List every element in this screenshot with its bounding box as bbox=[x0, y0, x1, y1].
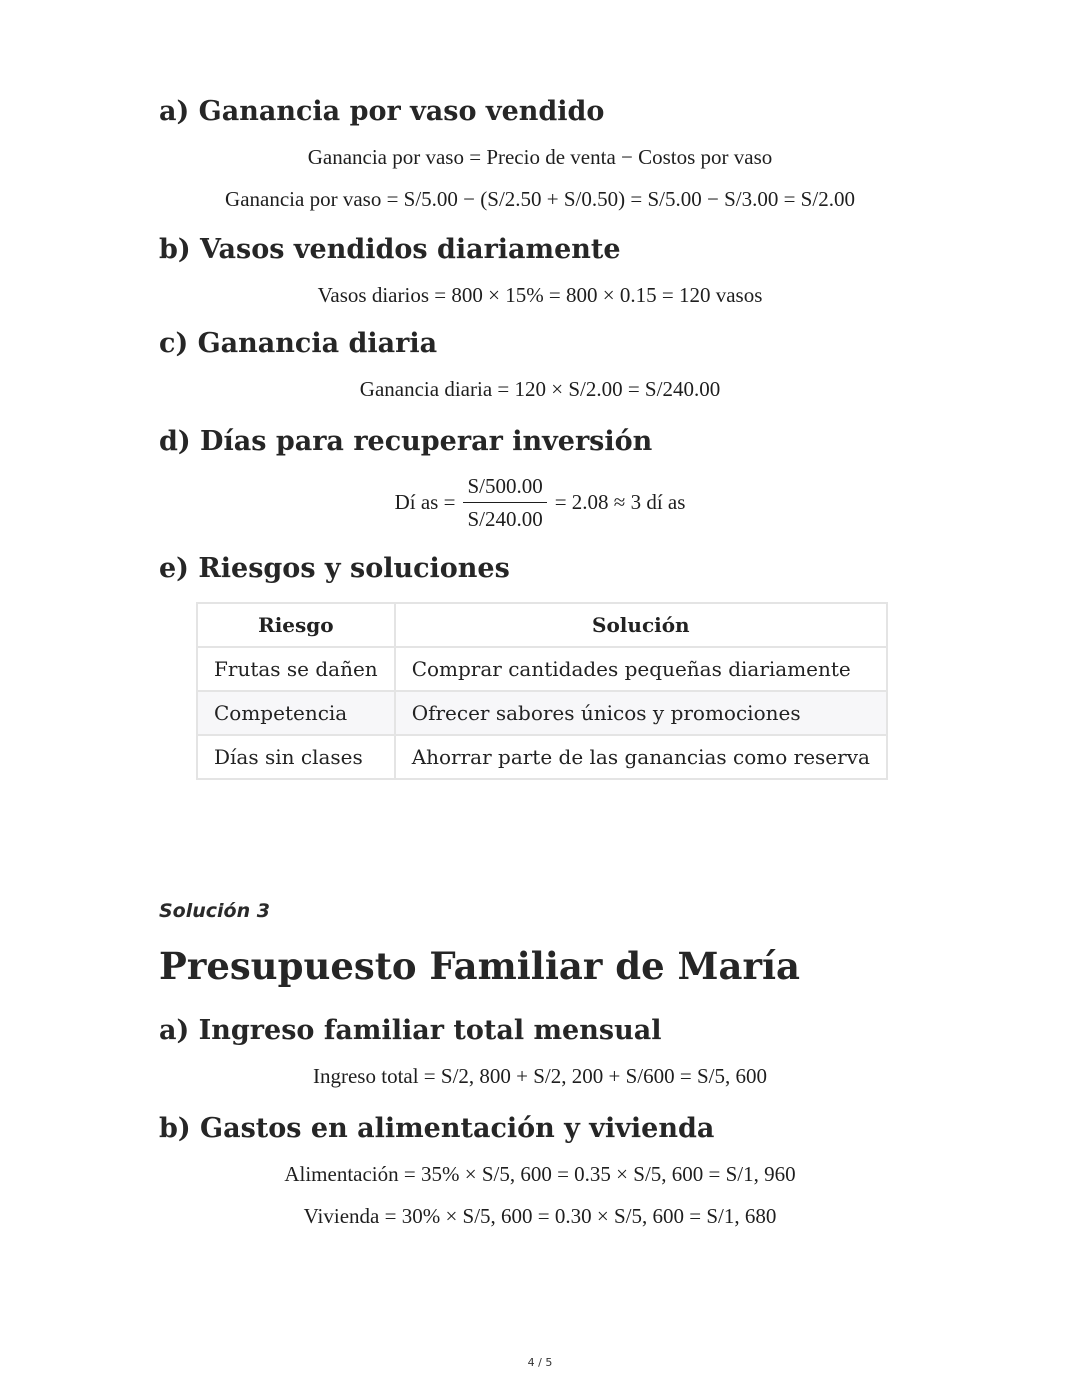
table-cell-solution: Ofrecer sabores únicos y promociones bbox=[395, 691, 887, 735]
table-cell-risk: Competencia bbox=[197, 691, 395, 735]
table-row bbox=[197, 647, 887, 691]
table-cell-risk: Días sin clases bbox=[197, 735, 395, 779]
equation-total-income: Ingreso total = S/2, 800 + S/2, 200 + S/600 = S/5, 600 bbox=[313, 1064, 767, 1088]
page-title: Presupuesto Familiar de María bbox=[159, 944, 801, 988]
fraction-rhs: = 2.08 ≈ 3 dí as bbox=[554, 490, 686, 514]
fraction bbox=[463, 473, 546, 532]
section-c-heading: c) Ganancia diaria bbox=[159, 328, 438, 359]
section-a-heading: a) Ganancia por vaso vendido bbox=[159, 96, 605, 127]
table-cell-solution: Comprar cantidades pequeñas diariamente bbox=[395, 647, 887, 691]
equation-food-expense: Alimentación = 35% × S/5, 600 = 0.35 × S/5, 600 = S/1, 960 bbox=[284, 1162, 796, 1186]
table-cell-solution: Ahorrar parte de las ganancias como reserva bbox=[395, 735, 887, 779]
fraction-denominator: S/240.00 bbox=[467, 507, 543, 531]
section-d-heading: d) Días para recuperar inversión bbox=[159, 426, 653, 457]
table-row bbox=[197, 735, 887, 779]
table-header-row bbox=[197, 603, 887, 647]
equation-daily-profit: Ganancia diaria = 120 × S/2.00 = S/240.00 bbox=[359, 377, 721, 401]
section-b-heading: b) Vasos vendidos diariamente bbox=[159, 234, 621, 265]
equation-daily-cups: Vasos diarios = 800 × 15% = 800 × 0.15 = 120 vasos bbox=[317, 283, 763, 307]
solution3-a-heading: a) Ingreso familiar total mensual bbox=[159, 1015, 662, 1046]
equation-housing-expense: Vivienda = 30% × S/5, 600 = 0.30 × S/5, 600 = S/1, 680 bbox=[303, 1204, 777, 1228]
equation-profit-calculation: Ganancia por vaso = S/5.00 − (S/2.50 + S/0.50) = S/5.00 − S/3.00 = S/2.00 bbox=[225, 187, 855, 211]
page-number: 4 / 5 bbox=[527, 1356, 553, 1369]
fraction-numerator: S/500.00 bbox=[463, 473, 546, 503]
section-e-heading: e) Riesgos y soluciones bbox=[159, 553, 510, 584]
equation-days-recover bbox=[0, 473, 1080, 532]
table-header-solucion: Solución bbox=[395, 603, 887, 647]
fraction-lhs: Dí as = bbox=[394, 490, 456, 514]
solution3-b-heading: b) Gastos en alimentación y vivienda bbox=[159, 1113, 715, 1144]
solution-label: Solución 3 bbox=[159, 900, 270, 922]
table-cell-risk: Frutas se dañen bbox=[197, 647, 395, 691]
table-row bbox=[197, 691, 887, 735]
equation-profit-formula: Ganancia por vaso = Precio de venta − Costos por vaso bbox=[307, 145, 773, 169]
risk-table bbox=[196, 602, 888, 780]
table-header-riesgo: Riesgo bbox=[197, 603, 395, 647]
